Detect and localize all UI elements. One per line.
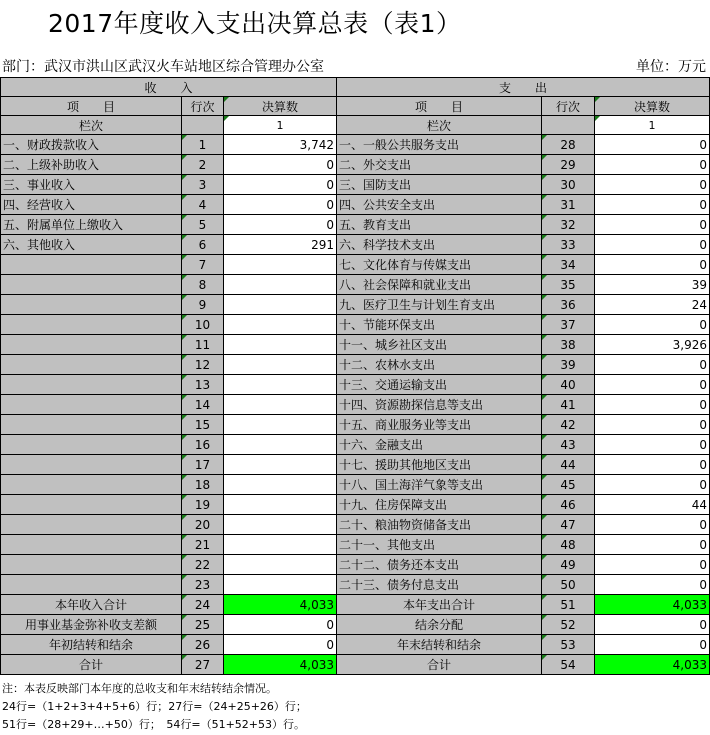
expense-rowno-cell: 46 xyxy=(542,495,595,515)
income-rowno-cell: 21 xyxy=(182,535,224,555)
table-row xyxy=(1,135,710,155)
expense-item-cell: 十九、住房保障支出 xyxy=(337,495,542,515)
income-rowno-cell: 2 xyxy=(182,155,224,175)
income-column-label: 栏次 xyxy=(1,116,182,135)
table-row xyxy=(1,415,710,435)
expense-summary-amount: 4,033 xyxy=(595,655,710,675)
expense-summary-label: 结余分配 xyxy=(337,615,542,635)
income-summary-amount: 0 xyxy=(224,635,337,655)
summary-row xyxy=(1,635,710,655)
expense-amount-cell: 0 xyxy=(595,395,710,415)
income-item-cell: 三、事业收入 xyxy=(1,175,182,195)
income-rowno-cell: 13 xyxy=(182,375,224,395)
table-row xyxy=(1,235,710,255)
expense-item-cell: 十三、交通运输支出 xyxy=(337,375,542,395)
table-row xyxy=(1,555,710,575)
income-item-cell xyxy=(1,455,182,475)
table-row xyxy=(1,575,710,595)
expense-rowno-cell: 44 xyxy=(542,455,595,475)
expense-item-cell: 二十一、其他支出 xyxy=(337,535,542,555)
income-item-cell xyxy=(1,475,182,495)
expense-item-header: 项 目 xyxy=(337,97,542,116)
income-rowno-cell: 7 xyxy=(182,255,224,275)
income-item-cell xyxy=(1,355,182,375)
income-summary-amount: 0 xyxy=(224,615,337,635)
income-amount-cell xyxy=(224,435,337,455)
table-row xyxy=(1,395,710,415)
expense-rowno-cell: 31 xyxy=(542,195,595,215)
income-summary-label: 本年收入合计 xyxy=(1,595,182,615)
income-amount-cell: 0 xyxy=(224,215,337,235)
expense-item-cell: 十二、农林水支出 xyxy=(337,355,542,375)
income-item-cell xyxy=(1,335,182,355)
expense-summary-rowno: 54 xyxy=(542,655,595,675)
table-row xyxy=(1,315,710,335)
income-summary-label: 年初结转和结余 xyxy=(1,635,182,655)
income-summary-rowno: 26 xyxy=(182,635,224,655)
expense-item-cell: 十一、城乡社区支出 xyxy=(337,335,542,355)
summary-row xyxy=(1,655,710,675)
income-amount-cell xyxy=(224,415,337,435)
income-rowno-cell: 12 xyxy=(182,355,224,375)
table-row xyxy=(1,435,710,455)
expense-summary-rowno: 53 xyxy=(542,635,595,655)
income-rowno-cell: 1 xyxy=(182,135,224,155)
expense-item-cell: 五、教育支出 xyxy=(337,215,542,235)
expense-amount-cell: 0 xyxy=(595,255,710,275)
income-amount-cell xyxy=(224,535,337,555)
expense-rowno-cell: 42 xyxy=(542,415,595,435)
expense-column-number: 1 xyxy=(595,116,710,135)
expense-amount-cell: 24 xyxy=(595,295,710,315)
income-item-cell xyxy=(1,515,182,535)
income-item-cell: 五、附属单位上缴收入 xyxy=(1,215,182,235)
income-amount-cell xyxy=(224,395,337,415)
income-column-number: 1 xyxy=(224,116,337,135)
unit-label: 单位：万元 xyxy=(636,59,706,75)
expense-item-cell: 一、一般公共服务支出 xyxy=(337,135,542,155)
expense-rowno-cell: 33 xyxy=(542,235,595,255)
income-item-cell xyxy=(1,575,182,595)
footnote-line: 51行=（28+29+…+50）行； 54行=（51+52+53）行。 xyxy=(2,718,305,731)
expense-rowno-cell: 50 xyxy=(542,575,595,595)
footnotes xyxy=(2,680,307,734)
income-amount-cell: 3,742 xyxy=(224,135,337,155)
income-amount-cell: 0 xyxy=(224,155,337,175)
section-header-row xyxy=(1,78,710,97)
income-summary-rowno: 25 xyxy=(182,615,224,635)
income-amount-cell: 0 xyxy=(224,195,337,215)
income-item-cell: 六、其他收入 xyxy=(1,235,182,255)
income-rowno-cell: 14 xyxy=(182,395,224,415)
expense-summary-amount: 0 xyxy=(595,635,710,655)
expense-summary-label: 本年支出合计 xyxy=(337,595,542,615)
income-summary-amount: 4,033 xyxy=(224,655,337,675)
table-row xyxy=(1,375,710,395)
expense-rowno-cell: 48 xyxy=(542,535,595,555)
department-label: 部门：武汉市洪山区武汉火车站地区综合管理办公室 xyxy=(2,59,324,75)
income-amount-cell xyxy=(224,555,337,575)
table-row xyxy=(1,535,710,555)
table-row xyxy=(1,255,710,275)
expense-item-cell: 二十、粮油物资储备支出 xyxy=(337,515,542,535)
income-item-header: 项 目 xyxy=(1,97,182,116)
expense-rowno-cell: 28 xyxy=(542,135,595,155)
expense-item-cell: 二十三、债务付息支出 xyxy=(337,575,542,595)
expense-amount-cell: 0 xyxy=(595,175,710,195)
income-rowno-cell: 9 xyxy=(182,295,224,315)
expense-rowno-cell: 29 xyxy=(542,155,595,175)
income-amount-cell: 0 xyxy=(224,175,337,195)
income-amount-cell xyxy=(224,295,337,315)
report-title-bar xyxy=(0,0,710,46)
income-summary-amount: 4,033 xyxy=(224,595,337,615)
income-amount-cell xyxy=(224,335,337,355)
footnote-line: 24行=（1+2+3+4+5+6）行；27行=（24+25+26）行； xyxy=(2,700,307,713)
income-rowno-cell: 23 xyxy=(182,575,224,595)
summary-row xyxy=(1,615,710,635)
expense-rowno-cell: 38 xyxy=(542,335,595,355)
income-summary-label: 合计 xyxy=(1,655,182,675)
expense-amount-cell: 0 xyxy=(595,135,710,155)
income-rowno-cell: 20 xyxy=(182,515,224,535)
expense-amount-cell: 39 xyxy=(595,275,710,295)
expense-section-header: 支 出 xyxy=(337,78,710,97)
expense-item-cell: 三、国防支出 xyxy=(337,175,542,195)
income-item-cell xyxy=(1,495,182,515)
income-rowno-cell: 10 xyxy=(182,315,224,335)
summary-row xyxy=(1,595,710,615)
expense-amount-cell: 0 xyxy=(595,195,710,215)
expense-rowno-cell: 49 xyxy=(542,555,595,575)
income-amount-header: 决算数 xyxy=(224,97,337,116)
expense-rowno-cell: 34 xyxy=(542,255,595,275)
expense-amount-cell: 0 xyxy=(595,515,710,535)
income-rowno-blank xyxy=(182,116,224,135)
expense-rowno-cell: 36 xyxy=(542,295,595,315)
expense-amount-cell: 0 xyxy=(595,155,710,175)
expense-item-cell: 十五、商业服务业等支出 xyxy=(337,415,542,435)
income-summary-rowno: 24 xyxy=(182,595,224,615)
expense-column-label: 栏次 xyxy=(337,116,542,135)
expense-rowno-cell: 41 xyxy=(542,395,595,415)
expense-amount-cell: 0 xyxy=(595,415,710,435)
expense-item-cell: 六、科学技术支出 xyxy=(337,235,542,255)
column-number-row xyxy=(1,116,710,135)
expense-amount-cell: 0 xyxy=(595,375,710,395)
income-item-cell xyxy=(1,535,182,555)
table-row xyxy=(1,495,710,515)
table-row xyxy=(1,475,710,495)
expense-item-cell: 十四、资源勘探信息等支出 xyxy=(337,395,542,415)
expense-summary-rowno: 52 xyxy=(542,615,595,635)
income-amount-cell xyxy=(224,475,337,495)
income-item-cell xyxy=(1,375,182,395)
income-expense-table xyxy=(0,77,710,675)
report-title: 2017年度收入支出决算总表（表1） xyxy=(48,9,462,38)
expense-item-cell: 九、医疗卫生与计划生育支出 xyxy=(337,295,542,315)
expense-amount-cell: 0 xyxy=(595,575,710,595)
expense-summary-label: 年末结转和结余 xyxy=(337,635,542,655)
table-row xyxy=(1,275,710,295)
expense-item-cell: 七、文化体育与传媒支出 xyxy=(337,255,542,275)
income-item-cell: 四、经营收入 xyxy=(1,195,182,215)
expense-rowno-header: 行次 xyxy=(542,97,595,116)
table-row xyxy=(1,335,710,355)
table-row xyxy=(1,175,710,195)
income-rowno-cell: 17 xyxy=(182,455,224,475)
expense-amount-cell: 0 xyxy=(595,475,710,495)
expense-amount-cell: 0 xyxy=(595,535,710,555)
income-item-cell xyxy=(1,295,182,315)
table-row xyxy=(1,155,710,175)
table-row xyxy=(1,455,710,475)
expense-rowno-cell: 37 xyxy=(542,315,595,335)
expense-item-cell: 十六、金融支出 xyxy=(337,435,542,455)
expense-amount-cell: 0 xyxy=(595,355,710,375)
expense-rowno-blank xyxy=(542,116,595,135)
income-rowno-cell: 6 xyxy=(182,235,224,255)
income-section-header: 收 入 xyxy=(1,78,337,97)
expense-summary-rowno: 51 xyxy=(542,595,595,615)
income-amount-cell xyxy=(224,375,337,395)
expense-item-cell: 十、节能环保支出 xyxy=(337,315,542,335)
footnote-line: 注：本表反映部门本年度的总收支和年末结转结余情况。 xyxy=(2,682,277,695)
expense-summary-amount: 0 xyxy=(595,615,710,635)
expense-item-cell: 十七、援助其他地区支出 xyxy=(337,455,542,475)
income-rowno-cell: 3 xyxy=(182,175,224,195)
expense-amount-cell: 0 xyxy=(595,555,710,575)
income-amount-cell xyxy=(224,575,337,595)
expense-amount-cell: 0 xyxy=(595,315,710,335)
expense-rowno-cell: 32 xyxy=(542,215,595,235)
income-rowno-cell: 5 xyxy=(182,215,224,235)
income-amount-cell: 291 xyxy=(224,235,337,255)
expense-rowno-cell: 39 xyxy=(542,355,595,375)
expense-rowno-cell: 43 xyxy=(542,435,595,455)
income-amount-cell xyxy=(224,455,337,475)
income-rowno-cell: 16 xyxy=(182,435,224,455)
table-row xyxy=(1,295,710,315)
expense-item-cell: 十八、国土海洋气象等支出 xyxy=(337,475,542,495)
income-amount-cell xyxy=(224,275,337,295)
expense-rowno-cell: 45 xyxy=(542,475,595,495)
income-rowno-cell: 19 xyxy=(182,495,224,515)
expense-item-cell: 八、社会保障和就业支出 xyxy=(337,275,542,295)
table-row xyxy=(1,215,710,235)
income-item-cell: 一、财政拨款收入 xyxy=(1,135,182,155)
table-row xyxy=(1,515,710,535)
expense-amount-header: 决算数 xyxy=(595,97,710,116)
expense-rowno-cell: 40 xyxy=(542,375,595,395)
expense-item-cell: 二、外交支出 xyxy=(337,155,542,175)
expense-amount-cell: 3,926 xyxy=(595,335,710,355)
income-summary-label: 用事业基金弥补收支差额 xyxy=(1,615,182,635)
income-amount-cell xyxy=(224,355,337,375)
expense-amount-cell: 0 xyxy=(595,435,710,455)
income-rowno-cell: 11 xyxy=(182,335,224,355)
income-rowno-cell: 22 xyxy=(182,555,224,575)
income-item-cell xyxy=(1,315,182,335)
income-amount-cell xyxy=(224,515,337,535)
income-rowno-cell: 4 xyxy=(182,195,224,215)
income-item-cell xyxy=(1,395,182,415)
expense-amount-cell: 0 xyxy=(595,215,710,235)
expense-rowno-cell: 35 xyxy=(542,275,595,295)
column-header-row xyxy=(1,97,710,116)
income-item-cell: 二、上级补助收入 xyxy=(1,155,182,175)
income-item-cell xyxy=(1,415,182,435)
expense-item-cell: 二十二、债务还本支出 xyxy=(337,555,542,575)
income-summary-rowno: 27 xyxy=(182,655,224,675)
income-item-cell xyxy=(1,255,182,275)
income-item-cell xyxy=(1,435,182,455)
income-item-cell xyxy=(1,275,182,295)
expense-rowno-cell: 30 xyxy=(542,175,595,195)
income-rowno-cell: 18 xyxy=(182,475,224,495)
table-row xyxy=(1,355,710,375)
expense-summary-amount: 4,033 xyxy=(595,595,710,615)
income-item-cell xyxy=(1,555,182,575)
income-rowno-header: 行次 xyxy=(182,97,224,116)
income-amount-cell xyxy=(224,255,337,275)
income-rowno-cell: 8 xyxy=(182,275,224,295)
expense-rowno-cell: 47 xyxy=(542,515,595,535)
expense-item-cell: 四、公共安全支出 xyxy=(337,195,542,215)
income-amount-cell xyxy=(224,495,337,515)
table-row xyxy=(1,195,710,215)
income-rowno-cell: 15 xyxy=(182,415,224,435)
expense-summary-label: 合计 xyxy=(337,655,542,675)
expense-amount-cell: 44 xyxy=(595,495,710,515)
income-amount-cell xyxy=(224,315,337,335)
expense-amount-cell: 0 xyxy=(595,235,710,255)
expense-amount-cell: 0 xyxy=(595,455,710,475)
